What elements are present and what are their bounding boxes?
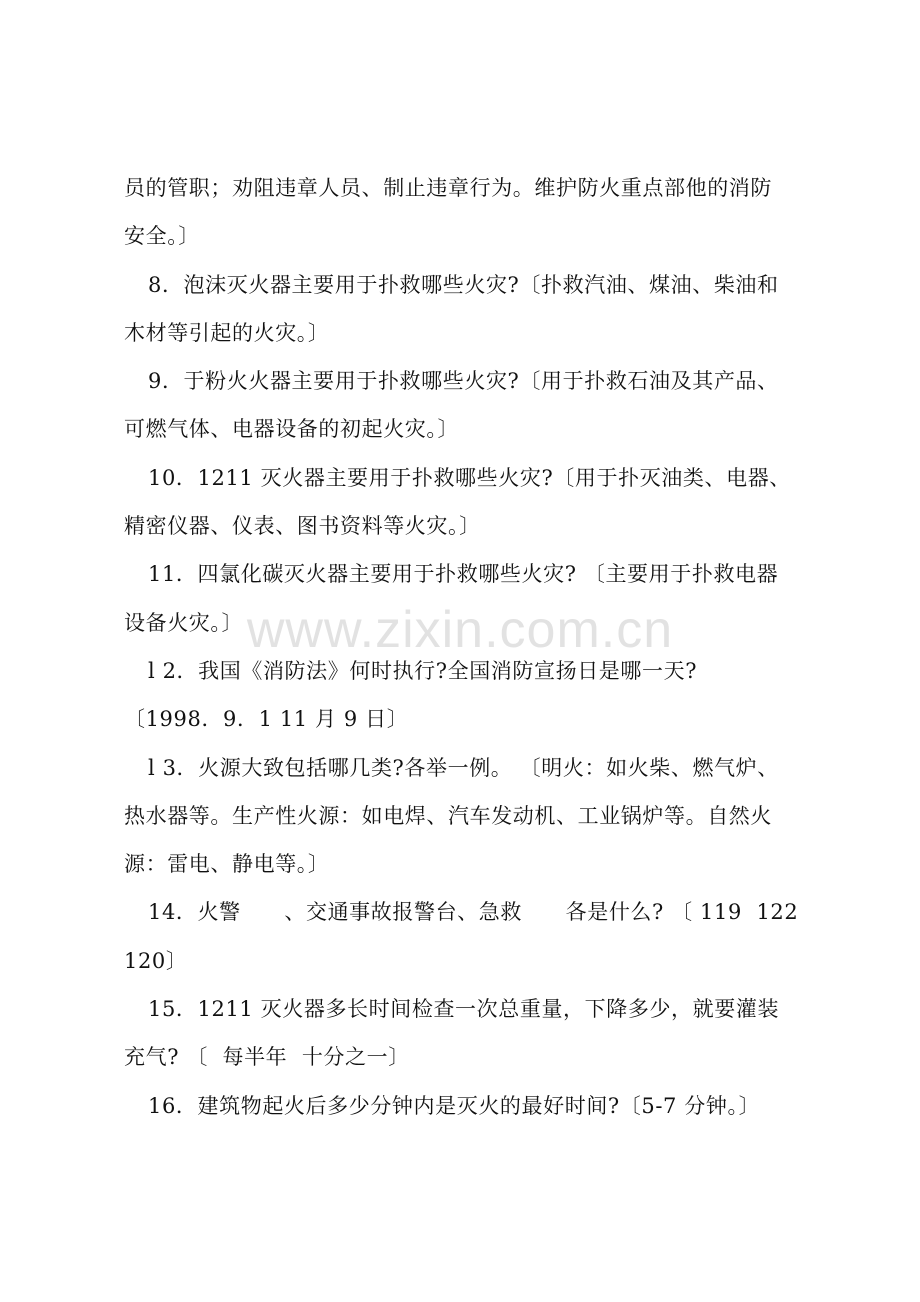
document-body [124,164,824,1130]
question-16: 16．建筑物起火后多少分钟内是灭火的最好时间?〔5-7 分钟。〕 [148,1093,761,1118]
text-line-15: 源：雷电、静电等。〕 [124,852,330,877]
question-12: l 2．我国《消防法》何时执行?全国消防宣扬日是哪一天? [148,658,698,683]
question-10: 10．1211 灭火器主要用于扑救哪些火灾?〔用于扑灭油类、电器、 [148,465,791,490]
question-15: 15．1211 灭火器多长时间检查一次总重量，下降多少，就要灌装 [148,997,780,1022]
text-line-2: 安全。〕 [124,224,200,249]
text-line-17: 120〕 [124,948,188,973]
text-line-10: 设备火灾。〕 [124,610,244,635]
text-line-14: 热水器等。生产性火源：如电焊、汽车发动机、工业锅炉等。自然火 [124,803,772,828]
question-14: 14．火警 、交通事故报警台、急救 各是什么? 〔 119 122 [148,900,799,925]
text-line-12: 〔1998．9．1 11 月 9 日〕 [124,707,409,732]
text-line-6: 可燃气体、电器设备的初起火灾。〕 [124,417,460,442]
text-line-1: 员的管职；劝阻违章人员、制止违章行为。维护防火重点部他的消防 [124,176,772,200]
question-8: 8．泡沫灭火器主要用于扑救哪些火灾?〔扑救汽油、煤油、柴油和 [148,272,779,297]
text-line-19: 充气? 〔 每半年 十分之一〕 [124,1045,410,1070]
question-9: 9．于粉火火器主要用于扑救哪些火灾?〔用于扑救石油及其产品、 [148,369,779,394]
question-13: l 3．火源大致包括哪几类?各举一例。 〔明火：如火柴、燃气炉、 [148,755,779,780]
text-line-4: 木材等引起的火灾。〕 [124,320,330,345]
question-11: 11．四氯化碳灭火器主要用于扑救哪些火灾? 〔主要用于扑救电器 [148,562,779,587]
watermark: www.zixin.com.cn [246,601,674,659]
text-line-8: 精密仪器、仪表、图书资料等火灾。〕 [124,514,481,539]
